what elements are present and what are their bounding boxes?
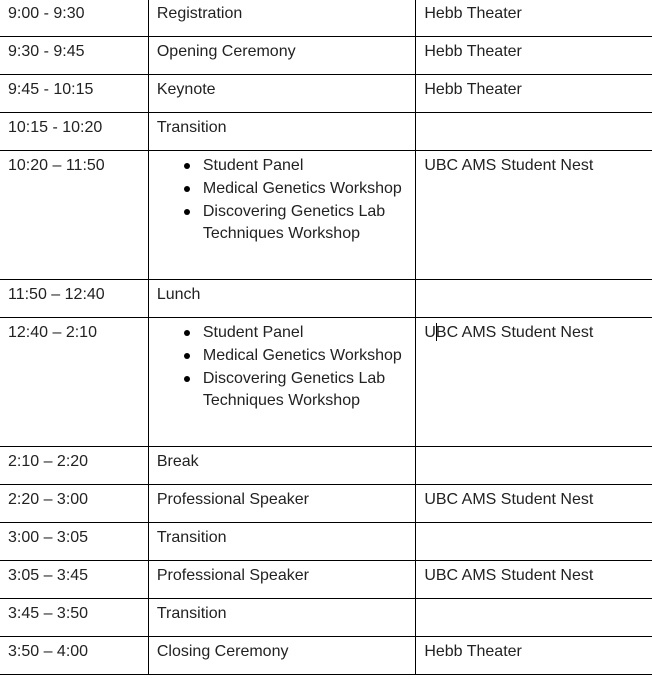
list-item: Student Panel [203, 322, 407, 344]
list-item: Discovering Genetics Lab Techniques Workshop [203, 201, 407, 245]
table-row [0, 599, 652, 637]
table-row [0, 0, 652, 37]
sessions-cell[interactable] [148, 318, 415, 447]
table-row [0, 637, 652, 675]
location-cell[interactable]: UBC AMS Student Nest [416, 561, 652, 599]
event-cell[interactable]: Registration [148, 0, 415, 37]
location-cell[interactable]: Hebb Theater [416, 637, 652, 675]
list-item: Medical Genetics Workshop [203, 345, 407, 367]
list-item: Student Panel [203, 155, 407, 177]
table-row [0, 447, 652, 485]
table-row [0, 485, 652, 523]
location-text-before-cursor: U [424, 324, 436, 341]
time-cell[interactable]: 9:30 - 9:45 [0, 37, 148, 75]
event-cell[interactable]: Lunch [148, 280, 415, 318]
time-cell[interactable]: 10:15 - 10:20 [0, 113, 148, 151]
sessions-cell[interactable] [148, 151, 415, 280]
time-cell[interactable]: 10:20 – 11:50 [0, 151, 148, 280]
table-row [0, 113, 652, 151]
event-cell[interactable]: Transition [148, 523, 415, 561]
event-cell[interactable]: Opening Ceremony [148, 37, 415, 75]
time-cell[interactable]: 3:45 – 3:50 [0, 599, 148, 637]
time-cell[interactable]: 9:45 - 10:15 [0, 75, 148, 113]
location-text-after-cursor: BC AMS Student Nest [435, 324, 594, 341]
location-cell[interactable] [416, 599, 652, 637]
event-cell[interactable]: Break [148, 447, 415, 485]
event-cell[interactable]: Professional Speaker [148, 561, 415, 599]
table-row [0, 318, 652, 447]
event-cell[interactable]: Professional Speaker [148, 485, 415, 523]
table-row [0, 280, 652, 318]
time-cell[interactable]: 3:05 – 3:45 [0, 561, 148, 599]
table-row [0, 561, 652, 599]
location-cell[interactable]: Hebb Theater [416, 75, 652, 113]
location-cell[interactable] [416, 280, 652, 318]
table-row [0, 151, 652, 280]
list-item: Discovering Genetics Lab Techniques Workshop [203, 368, 407, 412]
table-row [0, 75, 652, 113]
time-cell[interactable]: 3:50 – 4:00 [0, 637, 148, 675]
event-cell[interactable]: Closing Ceremony [148, 637, 415, 675]
event-cell[interactable]: Transition [148, 599, 415, 637]
location-cell-editing[interactable] [416, 318, 652, 447]
table-row [0, 37, 652, 75]
time-cell[interactable]: 9:00 - 9:30 [0, 0, 148, 37]
location-cell[interactable]: UBC AMS Student Nest [416, 151, 652, 280]
table-row [0, 523, 652, 561]
time-cell[interactable]: 11:50 – 12:40 [0, 280, 148, 318]
location-cell[interactable] [416, 523, 652, 561]
time-cell[interactable]: 3:00 – 3:05 [0, 523, 148, 561]
sessions-list [157, 155, 407, 245]
location-cell[interactable] [416, 113, 652, 151]
location-cell[interactable]: Hebb Theater [416, 0, 652, 37]
list-item: Medical Genetics Workshop [203, 178, 407, 200]
time-cell[interactable]: 2:20 – 3:00 [0, 485, 148, 523]
sessions-list [157, 322, 407, 412]
time-cell[interactable]: 12:40 – 2:10 [0, 318, 148, 447]
location-cell[interactable]: Hebb Theater [416, 37, 652, 75]
time-cell[interactable]: 2:10 – 2:20 [0, 447, 148, 485]
location-cell[interactable] [416, 447, 652, 485]
event-cell[interactable]: Keynote [148, 75, 415, 113]
event-cell[interactable]: Transition [148, 113, 415, 151]
location-cell[interactable]: UBC AMS Student Nest [416, 485, 652, 523]
